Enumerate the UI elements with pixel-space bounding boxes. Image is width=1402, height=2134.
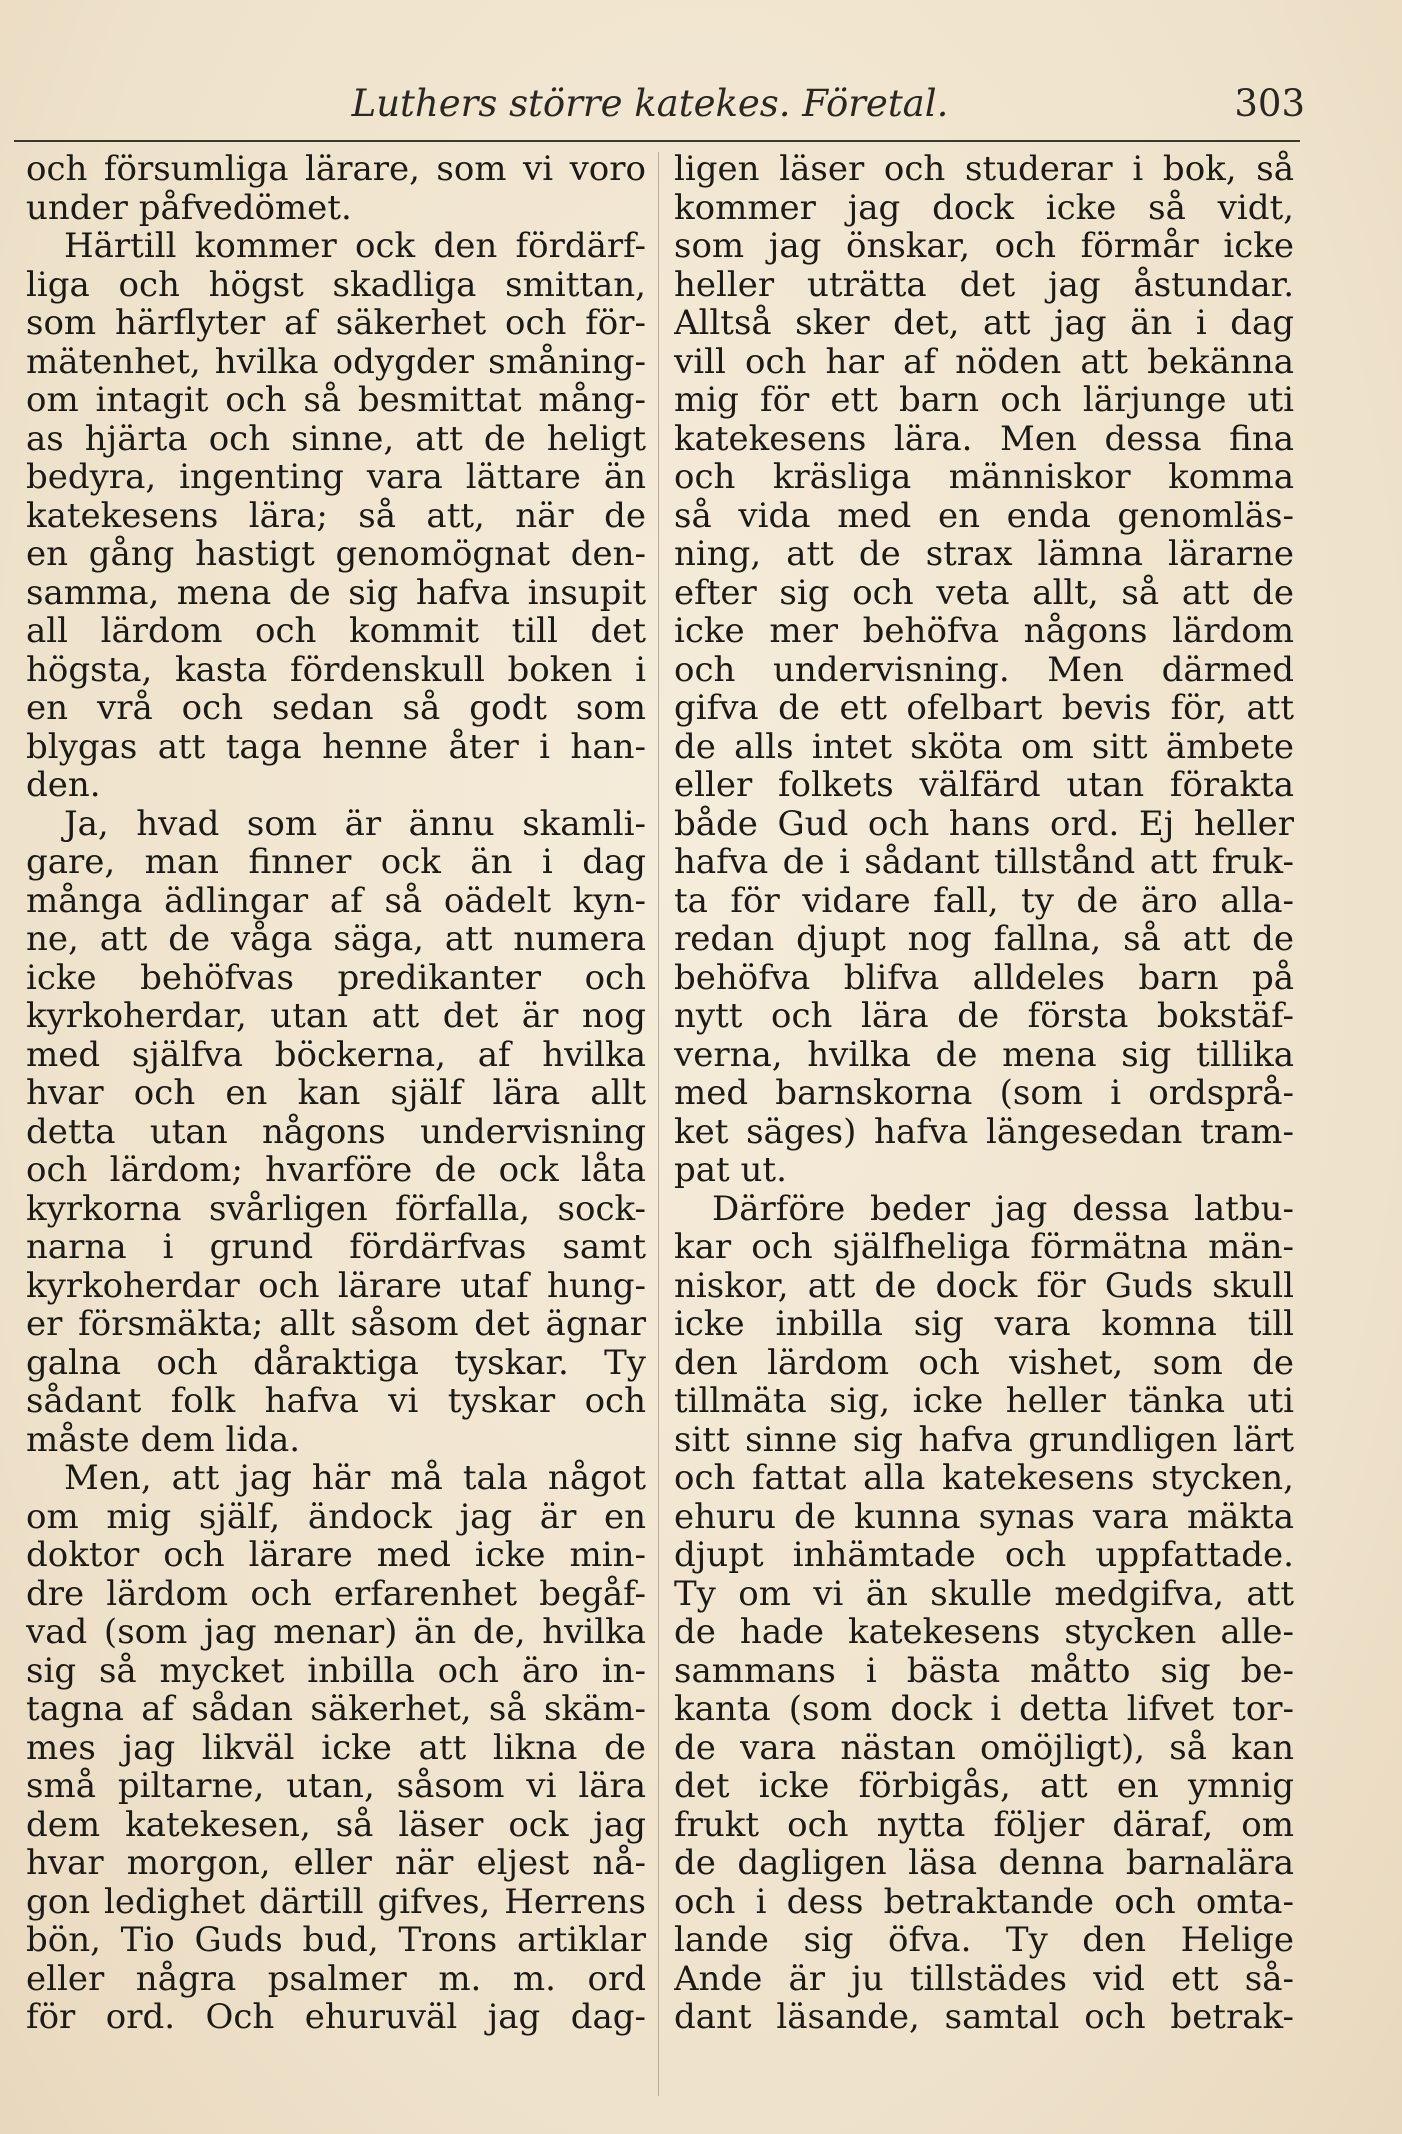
text-line: om mig själf, ändock jag är en	[26, 1497, 646, 1536]
text-line: icke inbilla sig vara komna till	[674, 1305, 1294, 1344]
text-line: sådant folk hafva vi tyskar och	[26, 1382, 646, 1421]
text-line: katekesens lära; så att, när de	[26, 496, 646, 535]
text-line: Ande är ju tillstädes vid ett så-	[674, 1959, 1294, 1998]
text-line: sammans i bästa måtto sig be-	[674, 1651, 1294, 1690]
text-line: vad (som jag menar) än de, hvilka	[26, 1613, 646, 1652]
text-line: ehuru de kunna synas vara mäkta	[674, 1497, 1294, 1536]
text-line: många ädlingar af så oädelt kyn-	[26, 881, 646, 920]
text-line: en gång hastigt genomögnat den-	[26, 535, 646, 574]
text-line: redan djupt nog fallna, så att de	[674, 920, 1294, 959]
text-line: Därföre beder jag dessa latbu-	[712, 1189, 1294, 1228]
text-line: Men, att jag här må tala något	[64, 1459, 646, 1498]
text-line: katekesens lära. Men dessa fina	[674, 419, 1294, 458]
text-line: den lärdom och vishet, som de	[674, 1343, 1294, 1382]
text-line: niskor, att de dock för Guds skull	[674, 1266, 1294, 1305]
text-line: verna, hvilka de mena sig tillika	[674, 1035, 1294, 1074]
text-line: som härflyter af säkerhet och för-	[26, 304, 646, 343]
text-line: hvar och en kan själf lära allt	[26, 1074, 646, 1113]
text-line: kyrkorna svårligen förfalla, sock-	[26, 1189, 646, 1228]
text-line: blygas att taga henne åter i han-	[26, 727, 646, 766]
text-line: gon ledighet därtill gifves, Herrens	[26, 1882, 646, 1921]
text-line: hvar morgon, eller när eljest nå-	[26, 1844, 646, 1883]
header-rule	[14, 140, 1300, 142]
text-line: och försumliga lärare, som vi voro	[26, 150, 646, 189]
text-line: så vida med en enda genomläs-	[674, 496, 1294, 535]
text-line: kanta (som dock i detta lifvet tor-	[674, 1690, 1294, 1729]
text-line: tillmäta sig, icke heller tänka uti	[674, 1382, 1294, 1421]
text-line: doktor och lärare med icke min-	[26, 1536, 646, 1575]
text-line: mätenhet, hvilka odygder småning-	[26, 342, 646, 381]
text-line: kyrkoherdar, utan att det är nog	[26, 997, 646, 1036]
text-line: nytt och lära de första bokstäf-	[674, 997, 1294, 1036]
text-line: och undervisning. Men därmed	[674, 650, 1294, 689]
text-line: gifva de ett ofelbart bevis för, att	[674, 689, 1294, 728]
text-line: lande sig öfva. Ty den Helige	[674, 1921, 1294, 1960]
text-line: för ord. Och ehuruväl jag dag-	[26, 1998, 646, 2037]
text-line: vill och har af nöden att bekänna	[674, 342, 1294, 381]
text-line: Alltså sker det, att jag än i dag	[674, 304, 1294, 343]
text-line: er försmäkta; allt såsom det ägnar	[26, 1305, 646, 1344]
text-line: dem katekesen, så läser ock jag	[26, 1805, 646, 1844]
text-line: och fattat alla katekesens stycken,	[674, 1459, 1294, 1498]
text-line: eller folkets välfärd utan förakta	[674, 766, 1294, 805]
text-line: sig så mycket inbilla och äro in-	[26, 1651, 646, 1690]
text-line: eller några psalmer m. m. ord	[26, 1959, 646, 1998]
text-line: små piltarne, utan, såsom vi lära	[26, 1767, 646, 1806]
page-number: 303	[1234, 82, 1305, 125]
text-line: och i dess betraktande och omta-	[674, 1882, 1294, 1921]
text-line: ning, att de strax lämna lärarne	[674, 535, 1294, 574]
text-line: icke mer behöfva någons lärdom	[674, 612, 1294, 651]
text-line: som jag önskar, och förmår icke	[674, 227, 1294, 266]
text-line: behöfva blifva alldeles barn på	[674, 958, 1294, 997]
text-line: all lärdom och kommit till det	[26, 612, 646, 651]
text-line: och kräsliga människor komma	[674, 458, 1294, 497]
text-line: icke behöfvas predikanter och	[26, 958, 646, 997]
text-line: en vrå och sedan så godt som	[26, 689, 646, 728]
left-column	[26, 150, 646, 2037]
text-line: den.	[26, 766, 101, 805]
column-divider	[658, 152, 659, 2096]
text-line: de dagligen läsa denna barnalära	[674, 1844, 1294, 1883]
text-line: samma, mena de sig hafva insupit	[26, 573, 646, 612]
text-line: de alls intet sköta om sitt ämbete	[674, 727, 1294, 766]
text-line: as hjärta och sinne, att de heligt	[26, 419, 646, 458]
text-line: högsta, kasta fördenskull boken i	[26, 650, 646, 689]
text-line: ligen läser och studerar i bok, så	[674, 150, 1294, 189]
text-line: djupt inhämtade och uppfattade.	[674, 1536, 1294, 1575]
text-line: mig för ett barn och lärjunge uti	[674, 381, 1294, 420]
text-line: kommer jag dock icke så vidt,	[674, 188, 1294, 227]
text-line: ne, att de våga säga, att numera	[26, 920, 646, 959]
text-line: Ja, hvad som är ännu skamli-	[64, 804, 646, 843]
text-line: detta utan någons undervisning	[26, 1112, 646, 1151]
text-line: dant läsande, samtal och betrak-	[674, 1998, 1294, 2037]
text-line: bön, Tio Guds bud, Trons artiklar	[26, 1921, 646, 1960]
right-column	[674, 150, 1294, 2037]
text-line: det icke förbigås, att en ymnig	[674, 1767, 1294, 1806]
text-line: galna och dåraktiga tyskar. Ty	[26, 1343, 646, 1382]
text-line: de vara nästan omöjligt), så kan	[674, 1728, 1294, 1767]
text-line: pat ut.	[674, 1151, 787, 1190]
text-line: efter sig och veta allt, så att de	[674, 573, 1294, 612]
text-line: mes jag likväl icke att likna de	[26, 1728, 646, 1767]
text-line: dre lärdom och erfarenhet begåf-	[26, 1574, 646, 1613]
text-line: tagna af sådan säkerhet, så skäm-	[26, 1690, 646, 1729]
text-line: frukt och nytta följer däraf, om	[674, 1805, 1294, 1844]
text-line: om intagit och så besmittat mång-	[26, 381, 646, 420]
text-line: liga och högst skadliga smittan,	[26, 265, 646, 304]
text-line: både Gud och hans ord. Ej heller	[674, 804, 1294, 843]
text-line: Ty om vi än skulle medgifva, att	[674, 1574, 1294, 1613]
text-line: narna i grund fördärfvas samt	[26, 1228, 646, 1267]
text-line: måste dem lida.	[26, 1420, 301, 1459]
running-title: Luthers större katekes. Företal.	[351, 82, 949, 125]
text-line: med själfva böckerna, af hvilka	[26, 1035, 646, 1074]
text-line: heller uträtta det jag åstundar.	[674, 265, 1294, 304]
text-line: ket säges) hafva längesedan tram-	[674, 1112, 1294, 1151]
text-line: och lärdom; hvarföre de ock låta	[26, 1151, 646, 1190]
text-line: kar och själfheliga förmätna män-	[674, 1228, 1294, 1267]
text-line: Härtill kommer ock den fördärf-	[64, 227, 646, 266]
text-line: ta för vidare fall, ty de äro alla-	[674, 881, 1294, 920]
text-line: sitt sinne sig hafva grundligen lärt	[674, 1420, 1294, 1459]
text-line: gare, man finner ock än i dag	[26, 843, 646, 882]
text-line: bedyra, ingenting vara lättare än	[26, 458, 646, 497]
text-line: kyrkoherdar och lärare utaf hung-	[26, 1266, 646, 1305]
text-line: de hade katekesens stycken alle-	[674, 1613, 1294, 1652]
text-line: under påfvedömet.	[26, 188, 352, 227]
text-line: med barnskorna (som i ordsprå-	[674, 1074, 1294, 1113]
text-line: hafva de i sådant tillstånd att fruk-	[674, 843, 1294, 882]
